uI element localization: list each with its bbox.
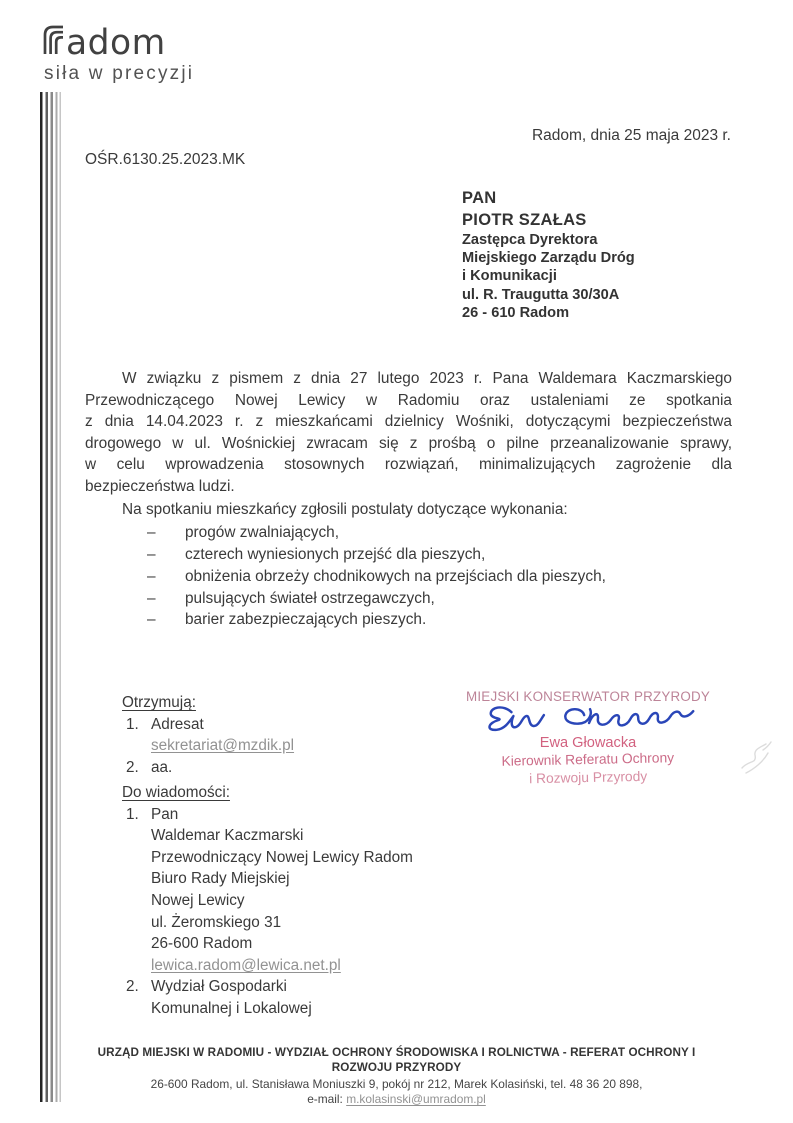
recipient-line: PIOTR SZAŁAS — [462, 210, 587, 229]
body-paragraph-line: bezpieczeństwa ludzi. — [85, 477, 235, 495]
cc-line: Waldemar Kaczmarski — [151, 827, 304, 845]
stamp-person-name: Ewa Głowacka — [539, 735, 637, 751]
radom-logo — [42, 24, 194, 85]
footer-email-label: e-mail: — [307, 1092, 343, 1107]
svg-text:adom: adom — [66, 24, 166, 55]
list-item — [147, 588, 732, 610]
footer-address: 26-600 Radom, ul. Stanisława Moniuszki 9, pokój nr 212, Marek Kolasiński, tel. 48 36 20 898, — [150, 1077, 643, 1092]
recipient-line: Zastępca Dyrektora — [462, 232, 598, 248]
stamp-title: MIEJSKI KONSERWATOR PRZYRODY — [466, 689, 710, 704]
cc-line: Pan — [151, 805, 179, 823]
list-item-text: progów zwalniających, — [185, 524, 339, 542]
handwritten-signature-icon — [480, 700, 706, 740]
list-item-text: czterech wyniesionych przejść dla pieszych, — [185, 545, 486, 563]
letter-body — [85, 368, 732, 631]
cc-line: Wydział Gospodarki — [151, 978, 287, 996]
dash-marker: – — [147, 524, 156, 542]
body-paragraph-line: drogowego w ul. Wośnickiej zwracam się z prośbą o pilne przeanalizowanie sprawy, — [85, 434, 732, 452]
body-paragraph-line: W związku z pismem z dnia 27 lutego 2023 r. Pana Waldemara Kaczmarskiego — [122, 370, 732, 387]
official-stamp — [462, 689, 714, 786]
faint-pencil-scribble — [733, 736, 779, 782]
item-number — [122, 735, 151, 757]
footer-email-line — [0, 1092, 793, 1106]
stamp-roles — [462, 748, 715, 788]
footer-email-link[interactable]: m.kolasinski@umradom.pl — [346, 1092, 486, 1107]
item-number: 2. — [126, 758, 139, 776]
cc-line: 26-600 Radom — [151, 935, 253, 953]
recipients-item — [122, 714, 294, 736]
stamp-role-line: i Rozwoju Przyrody — [528, 768, 648, 786]
body-paragraph-line: Przewodniczącego Nowej Lewicy w Radomiu oraz ustaleniami ze spotkania — [85, 391, 732, 409]
dash-marker: – — [147, 611, 156, 629]
recipient-line: 26 - 610 Radom — [462, 304, 570, 321]
scan-artifact-stripes — [40, 92, 63, 1102]
recipient-line: ul. R. Traugutta 30/30A — [462, 286, 620, 303]
recipient-block — [462, 188, 635, 322]
item-number: 1. — [126, 715, 139, 733]
item-number: 2. — [126, 978, 139, 996]
body-paragraph-line: z dnia 14.04.2023 r. z mieszkańcami dzielnicy Wośniki, dotyczącymi bezpieczeństwa — [85, 413, 732, 431]
dash-marker: – — [147, 589, 156, 607]
cc-section — [122, 782, 413, 1020]
list-item — [147, 522, 732, 544]
list-item-text: pulsujących świateł ostrzegawczych, — [185, 589, 435, 607]
cc-item-2 — [122, 976, 413, 1019]
cc-line: Nowej Lewicy — [151, 891, 245, 909]
dash-marker: – — [147, 545, 156, 563]
recipients-item — [122, 757, 294, 779]
item-text: Adresat — [151, 715, 204, 733]
reference-number: OŚR.6130.25.2023.MK — [85, 151, 246, 168]
cc-item-1-lines — [151, 804, 413, 977]
recipients-item-email — [122, 735, 294, 757]
cc-item-2-lines — [151, 976, 413, 1019]
body-paragraph-intro: Na spotkaniu mieszkańcy zgłosili postulaty dotyczące wykonania: — [122, 500, 568, 518]
letter-footer — [0, 1046, 793, 1106]
cc-item-1 — [122, 804, 413, 977]
recipients-heading: Otrzymują: — [122, 694, 196, 711]
cc-line: Komunalnej i Lokalowej — [151, 999, 312, 1017]
recipient-line: i Komunikacji — [462, 268, 557, 285]
mzdik-email-link[interactable]: sekretariat@mzdik.pl — [151, 737, 295, 755]
radom-logo-mark-icon — [42, 24, 184, 55]
item-text: aa. — [151, 758, 173, 776]
cc-line: Przewodniczący Nowej Lewicy Radom — [151, 848, 413, 866]
list-item — [147, 609, 732, 631]
recipient-line: Miejskiego Zarządu Dróg — [462, 250, 635, 267]
cc-heading: Do wiadomości: — [122, 784, 230, 801]
logo-tagline: siła w precyzji — [44, 63, 195, 84]
lewica-email-link[interactable]: lewica.radom@lewica.net.pl — [151, 956, 341, 974]
footer-office-name: URZĄD MIEJSKI W RADOMIU - WYDZIAŁ OCHRONY ŚRODOWISKA I ROLNICTWA - REFERAT OCHRONY I ROZWOJU PRZYRODY — [97, 1046, 696, 1074]
letter-date: Radom, dnia 25 maja 2023 r. — [531, 127, 731, 144]
recipients-section — [122, 692, 294, 778]
stamp-role-line: Kierownik Referatu Ochrony — [501, 750, 675, 769]
postulates-list — [85, 522, 732, 631]
dash-marker: – — [147, 567, 156, 585]
list-item — [147, 566, 732, 588]
list-item-text: obniżenia obrzeży chodnikowych na przejściach dla pieszych, — [185, 567, 606, 585]
list-item — [147, 544, 732, 566]
cc-line: ul. Żeromskiego 31 — [151, 913, 282, 931]
cc-line: Biuro Rady Miejskiej — [151, 870, 290, 888]
body-paragraph-line: w celu wprowadzenia stosownych rozwiązań, minimalizujących zagrożenie dla — [85, 456, 732, 474]
list-item-text: barier zabezpieczających pieszych. — [185, 611, 427, 629]
recipient-line: PAN — [462, 189, 497, 207]
item-number: 1. — [126, 805, 139, 823]
